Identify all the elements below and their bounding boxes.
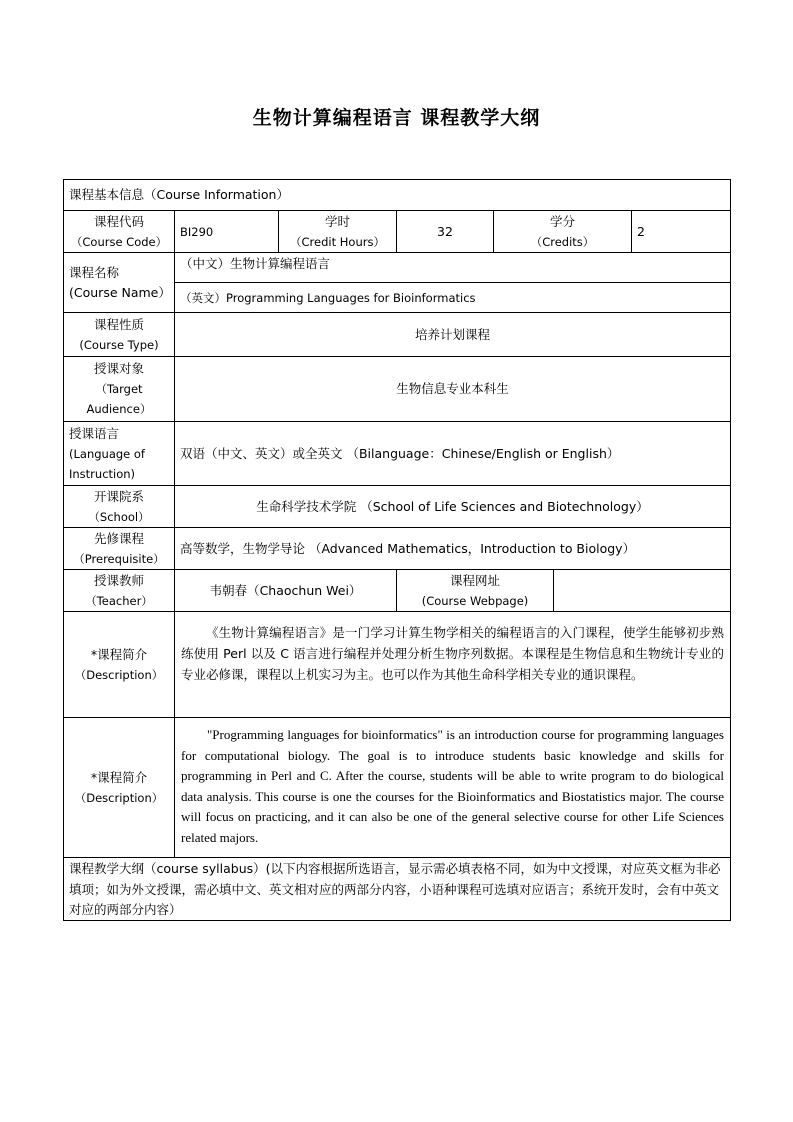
description-cn-label-cn: *课程简介 [90,646,148,662]
audience-value: 生物信息专业本科生 [174,356,731,422]
course-code-label [63,210,175,253]
description-en-label-en: （Description） [74,790,164,805]
course-name-label-en: (Course Name） [69,284,171,300]
audience-label-en2: Audience） [86,402,152,416]
audience-label-cn: 授课对象 [93,361,144,376]
syllabus-note [63,857,731,921]
description-cn-body: 《生物计算编程语言》是一门学习计算生物学相关的编程语言的入门课程，使学生能够初步熟练使用 Perl 以及 C 语言进行编程并处理分析生物序列数据。本课程是生物信息和生物统计专业的专业必修课，课程以上机实习为主。也可以作为其他生命科学相关专业的通识课程。 [181,625,724,682]
course-code-label-en: （Course Code） [70,234,168,249]
credits-value: 2 [631,210,731,253]
language-value: 双语（中文、英文）或全英文 （Bilanguage：Chinese/English or English） [174,421,731,486]
language-label-cn: 授课语言 [69,425,120,441]
language-label [63,421,175,486]
school-label-cn: 开课院系 [93,488,144,504]
course-name-en: （英文）Programming Languages for Bioinformatics [174,282,731,313]
credits-label-en: （Credits） [530,234,595,249]
webpage-label [396,569,554,612]
description-en-text [174,717,731,858]
teacher-value: 韦朝春（Chaochun Wei） [174,569,397,612]
prerequisite-value: 高等数学，生物学导论 （Advanced Mathematics，Introduction to Biology） [174,527,731,570]
teacher-label-cn: 授课教师 [93,572,144,588]
course-type-value: 培养计划课程 [174,312,731,357]
credit-hours-label-en: （Credit Hours） [290,234,385,249]
language-label-en: (Language of [69,446,145,461]
webpage-value [553,569,731,612]
credits-label-cn: 学分 [549,213,575,229]
credit-hours-label [278,210,397,253]
prerequisite-label [63,527,175,570]
prerequisite-label-cn: 先修课程 [93,530,144,546]
credits-label [493,210,632,253]
course-type-label-cn: 课程性质 [93,316,144,332]
course-name-label [63,252,175,313]
syllabus-note-text: 课程教学大纲（course syllabus）(以下内容根据所选语言，显示需必填表格不同，如为中文授课，对应英文框为非必填项；如为外文授课，需必填中文、英文相对应的两部分内容，小语种课程可选填对应语言；系统开发时，会有中英文对应的两部分内容） [69,861,721,917]
course-name-cn: （中文）生物计算编程语言 [174,252,731,283]
description-cn-label-en: （Description） [74,667,164,682]
school-label-en: （School） [88,509,150,524]
course-code-label-cn: 课程代码 [93,213,144,229]
audience-label [63,356,175,422]
course-type-label [63,312,175,357]
course-info-header-text: 课程基本信息（Course Information） [69,187,289,202]
webpage-label-en: (Course Webpage) [421,593,529,608]
course-code-value: BI290 [174,210,279,253]
page-title: 生物计算编程语言 课程教学大纲 [252,107,541,129]
teacher-label-en: （Teacher） [85,593,153,608]
course-name-label-cn: 课程名称 [69,264,120,280]
credit-hours-value: 32 [396,210,494,253]
course-type-label-en: (Course Type) [79,337,159,352]
description-en-body: "Programming languages for bioinformatics" is an introduction course for programming languages for computational biology. The goal is to introduce students basic knowledge and skills for programming in Perl and C. After the course, students will be able to write program to do biological data analysis. This course is one the courses for the Bioinformatics and Biostatistics major. The course will focus on practicing, and it can also be one of the general selective course for other Life Sciences related majors. [181,727,724,845]
credit-hours-label-cn: 学时 [324,213,350,229]
webpage-label-cn: 课程网址 [449,572,500,588]
audience-label-en: （Target [95,382,143,396]
teacher-label [63,569,175,612]
school-label [63,485,175,528]
description-cn-label [63,611,175,718]
course-info-header [63,179,731,211]
language-label-en2: Instruction) [69,466,136,481]
description-en-label [63,717,175,858]
description-en-label-cn: *课程简介 [90,769,148,785]
prerequisite-label-en: （Prerequisite） [73,551,165,566]
description-cn-text [174,611,731,718]
school-value: 生命科学技术学院 （School of Life Sciences and Biotechnology） [174,485,731,528]
